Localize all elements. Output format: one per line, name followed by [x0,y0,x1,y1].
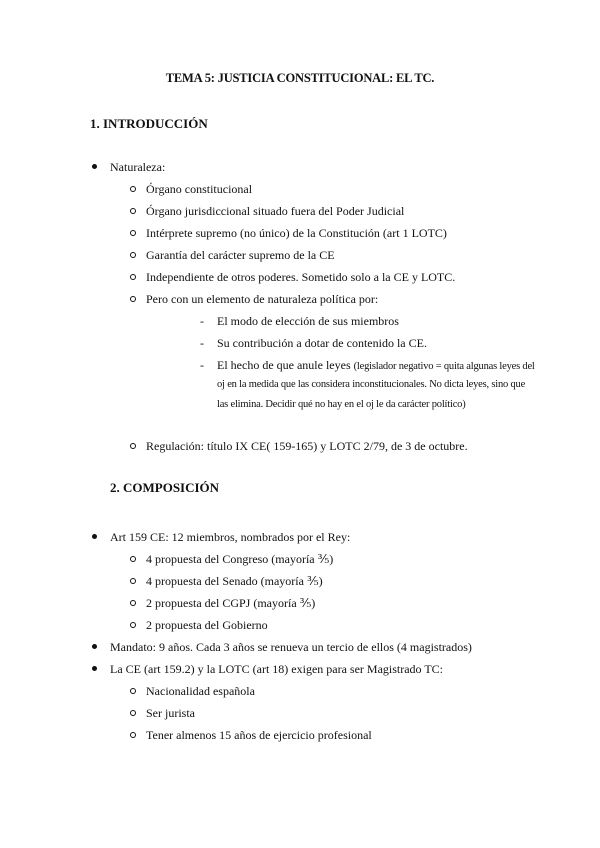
circle-bullet-icon [130,578,136,584]
list-item: Órgano constitucional [146,182,253,196]
sub-list-item: Su contribución a dotar de contenido la CE. [217,336,427,350]
circle-bullet-icon [130,710,136,716]
dash-bullet-icon: - [200,314,204,328]
list-item: Intérprete supremo (no único) de la Constitución (art 1 LOTC) [146,226,447,240]
bullet-icon [92,666,97,671]
circle-bullet-icon [130,186,136,192]
list-item: Independiente de otros poderes. Sometido solo a la CE y LOTC. [146,270,456,284]
list-item-requisitos: La CE (art 159.2) y la LOTC (art 18) exigen para ser Magistrado TC: [110,662,444,676]
circle-bullet-icon [130,622,136,628]
list-item: Garantía del carácter supremo de la CE [146,248,335,262]
list-item-mandato: Mandato: 9 años. Cada 3 años se renueva un tercio de ellos (4 magistrados) [110,640,472,654]
section-heading-composicion: 2. COMPOSICIÓN [110,480,220,495]
circle-bullet-icon [130,230,136,236]
sub-list-item-note-line: las elimina. Decidir qué no hay en el oj le da carácter político) [217,399,466,410]
list-item-art159: Art 159 CE: 12 miembros, nombrados por el Rey: [110,530,351,544]
circle-bullet-icon [130,296,136,302]
sub-list-item-note-line: oj en la medida que las considera inconstitucionales. No dicta leyes, sino que [217,379,526,390]
sub-list-item-main: El hecho de que anule leyes [217,358,351,372]
circle-bullet-icon [130,252,136,258]
sub-list-item-note: (legislador negativo = quita algunas leyes del [353,361,535,372]
list-item-regulacion: Regulación: título IX CE( 159-165) y LOTC 2/79, de 3 de octubre. [146,439,468,453]
circle-bullet-icon [130,600,136,606]
circle-bullet-icon [130,443,136,449]
list-item: 4 propuesta del Congreso (mayoría ⅗) [146,552,334,566]
circle-bullet-icon [130,274,136,280]
circle-bullet-icon [130,688,136,694]
circle-bullet-icon [130,208,136,214]
circle-bullet-icon [130,556,136,562]
list-item: 4 propuesta del Senado (mayoría ⅗) [146,574,323,588]
list-item: Nacionalidad española [146,684,255,698]
list-item: Ser jurista [146,706,195,720]
bullet-icon [92,644,97,649]
bullet-icon [92,534,97,539]
section-heading-introduccion: 1. INTRODUCCIÓN [90,116,208,131]
sub-list-item: El modo de elección de sus miembros [217,314,399,328]
sub-list-item-anula-leyes [217,357,535,375]
dash-bullet-icon: - [200,336,204,350]
dash-bullet-icon: - [200,358,204,372]
list-item: Tener almenos 15 años de ejercicio profesional [146,728,372,742]
list-item: 2 propuesta del Gobierno [146,618,268,632]
list-item: 2 propuesta del CGPJ (mayoría ⅗) [146,596,316,610]
bullet-icon [92,164,97,169]
circle-bullet-icon [130,732,136,738]
list-item-naturaleza: Naturaleza: [110,160,166,174]
page-title: TEMA 5: JUSTICIA CONSTITUCIONAL: EL TC. [165,71,435,85]
list-item: Órgano jurisdiccional situado fuera del Poder Judicial [146,204,405,218]
list-item: Pero con un elemento de naturaleza política por: [146,292,379,306]
